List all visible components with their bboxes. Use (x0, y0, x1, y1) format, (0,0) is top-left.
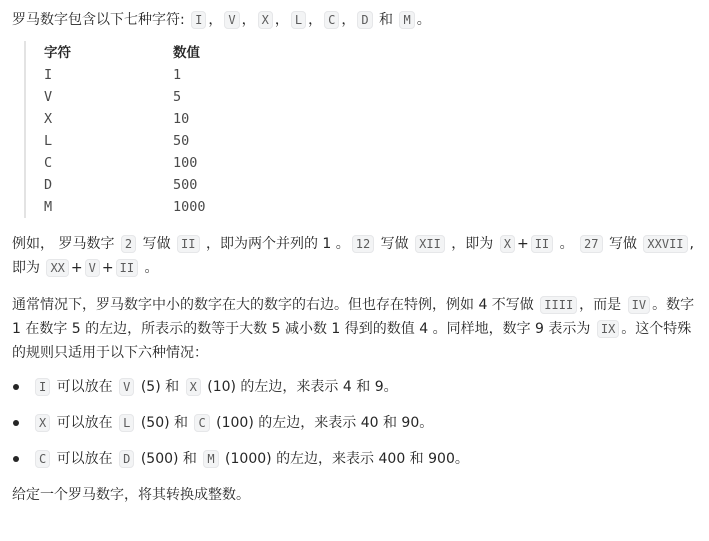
symbol-cell: D (44, 177, 53, 193)
example-text: , 即为 (12, 236, 694, 276)
inline-code-D: D (357, 11, 372, 29)
separator: ， (208, 12, 223, 28)
inline-code: IX (597, 320, 619, 338)
inline-code: V (119, 378, 134, 396)
inline-code: V (85, 259, 100, 277)
value-cell: 5 (173, 89, 182, 105)
inline-code: X (186, 378, 201, 396)
table-header (44, 42, 697, 64)
example-text: 写做 (604, 236, 642, 252)
example-text: 写做 (138, 236, 176, 252)
value-cell: 500 (173, 177, 198, 193)
usual-text: ，而是 (579, 297, 626, 313)
separator: ， (308, 12, 323, 28)
list-item (12, 447, 697, 471)
rule-text: (100) 的左边，来表示 40 和 90。 (211, 415, 434, 431)
list-item (12, 375, 697, 399)
usual-text: 。这个特殊的规则只适用于以下六种情况： (12, 321, 692, 361)
bullet-icon (13, 420, 19, 426)
rule-text: (500) 和 (136, 451, 202, 467)
inline-code: XII (415, 235, 445, 253)
symbol-cell: M (44, 199, 53, 215)
symbol-cell: V (44, 89, 53, 105)
value-cell: 1000 (173, 199, 206, 215)
intro-text: 罗马数字包含以下七种字符: (12, 12, 190, 28)
inline-code: II (177, 235, 199, 253)
table-row (44, 108, 697, 130)
intro-paragraph (12, 8, 697, 32)
inline-code: XX (46, 259, 68, 277)
rule-text: (10) 的左边，来表示 4 和 9。 (202, 379, 398, 395)
inline-code-X: X (258, 11, 273, 29)
inline-code: XXVII (643, 235, 687, 253)
usual-text: 通常情况下，罗马数字中小的数字在大的数字的右边。但也存在特例，例如 4 不写做 (12, 297, 539, 313)
inline-code: II (531, 235, 553, 253)
symbol-cell: L (44, 133, 53, 149)
example-text: ，即为两个并列的 1 。 (201, 236, 350, 252)
example-paragraph (12, 232, 697, 280)
symbol-cell: I (44, 67, 53, 83)
value-cell: 1 (173, 67, 182, 83)
plus-sign: + (516, 236, 529, 252)
symbol-cell: X (44, 111, 53, 127)
inline-code: C (194, 414, 209, 432)
header-symbol: 字符 (44, 45, 71, 61)
inline-code: II (116, 259, 138, 277)
separator: ， (341, 12, 356, 28)
inline-code: 12 (352, 235, 374, 253)
usual-text: 。数字 1 在数字 5 的左边，所表示的数等于大数 5 减小数 1 得到的数值 4 。同样地，数字 9 表示为 (12, 297, 695, 337)
header-value: 数值 (173, 45, 200, 61)
table-row (44, 152, 697, 174)
rule-text: 可以放在 (52, 379, 118, 395)
symbol-value-table (24, 41, 697, 218)
plus-sign: + (70, 260, 83, 276)
inline-code: C (35, 450, 50, 468)
example-text: ，即为 (446, 236, 498, 252)
inline-code: I (35, 378, 50, 396)
separator: ， (241, 12, 256, 28)
table-row (44, 64, 697, 86)
table-row (44, 196, 697, 218)
and-text: 和 (374, 12, 398, 28)
inline-code: 2 (121, 235, 136, 253)
inline-code: X (500, 235, 515, 253)
table-row (44, 174, 697, 196)
inline-code: X (35, 414, 50, 432)
inline-code-M: M (399, 11, 414, 29)
rule-text: 可以放在 (52, 415, 118, 431)
separator: ， (274, 12, 289, 28)
table-row (44, 130, 697, 152)
period: 。 (416, 12, 431, 28)
value-cell: 100 (173, 155, 198, 171)
inline-code: IIII (540, 296, 577, 314)
inline-code: D (119, 450, 134, 468)
inline-code: IV (628, 296, 650, 314)
example-text: 例如， 罗马数字 (12, 236, 119, 252)
inline-code-V: V (224, 11, 239, 29)
usual-case-paragraph (12, 293, 697, 365)
value-cell: 50 (173, 133, 190, 149)
rule-text: (50) 和 (136, 415, 193, 431)
bullet-icon (13, 384, 19, 390)
inline-code-I: I (191, 11, 206, 29)
table-row (44, 86, 697, 108)
symbol-cell: C (44, 155, 53, 171)
inline-code: 27 (580, 235, 602, 253)
inline-code: M (203, 450, 218, 468)
bullet-icon (13, 456, 19, 462)
rule-text: (5) 和 (136, 379, 184, 395)
list-item (12, 411, 697, 435)
task-paragraph: 给定一个罗马数字，将其转换成整数。 (12, 487, 250, 503)
example-text: 。 (140, 260, 159, 276)
plus-sign: + (101, 260, 114, 276)
inline-code: L (119, 414, 134, 432)
rule-text: 可以放在 (52, 451, 118, 467)
example-text: 。 (555, 236, 579, 252)
rule-text: (1000) 的左边，来表示 400 和 900。 (220, 451, 469, 467)
inline-code-L: L (291, 11, 306, 29)
value-cell: 10 (173, 111, 190, 127)
rules-list (12, 375, 697, 471)
example-text: 写做 (376, 236, 414, 252)
inline-code-C: C (324, 11, 339, 29)
